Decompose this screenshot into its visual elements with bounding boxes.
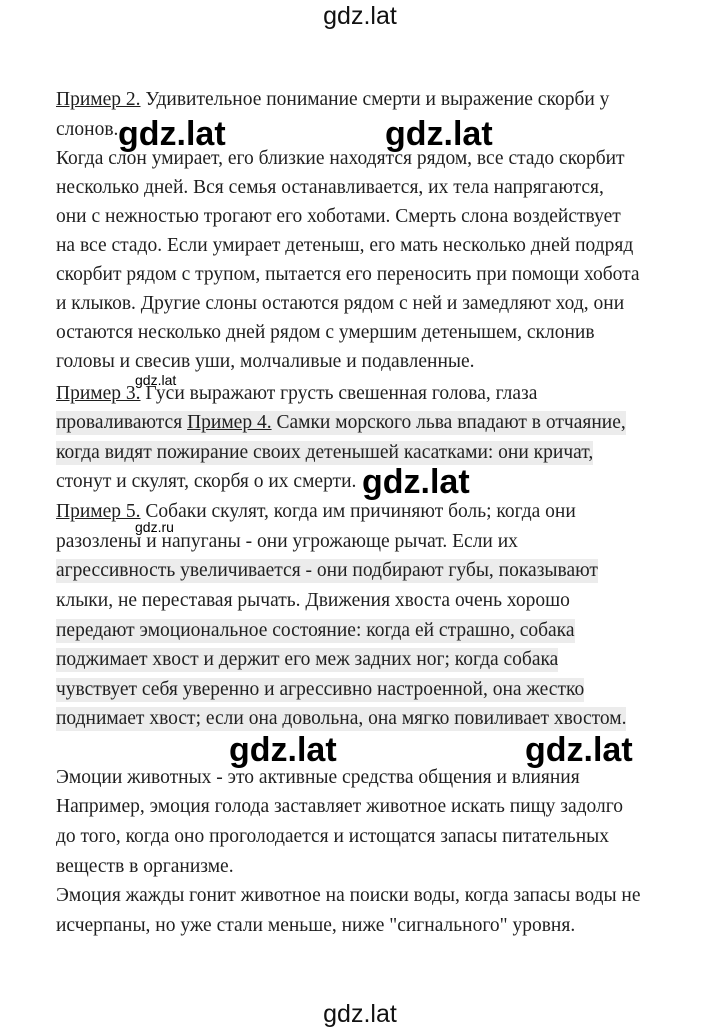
- example4-text: Самки морского льва впадают в отчаяние,: [271, 412, 626, 433]
- watermark-small-lat: gdz.lat: [135, 372, 177, 388]
- site-header: gdz.lat: [323, 2, 397, 30]
- example3-text: Гуси выражают грусть свешенная голова, глаза: [140, 383, 538, 404]
- watermark-big-3: gdz.lat: [362, 463, 470, 501]
- conclusion-line-5: Эмоция жажды гонит животное на поиски воды, когда запасы воды не: [56, 885, 641, 906]
- example2-title-rest: Удивительное понимание смерти и выражение скорби у: [140, 89, 610, 110]
- watermark-big-2: gdz.lat: [385, 115, 493, 153]
- example3-text2: проваливаются: [56, 412, 188, 433]
- example5-line-1: разозлены и напуганы - они угрожающе рычат. Если их: [56, 531, 518, 552]
- example5-line-5: поджимает хвост и держит его меж задних ног; когда собака: [56, 649, 559, 670]
- conclusion-line-3: до того, когда оно проголодается и истощатся запасы питательных: [56, 826, 609, 847]
- example5-line-7: поднимает хвост; если она довольна, она мягко повиливает хвостом.: [56, 708, 627, 729]
- conclusion-line-2: Например, эмоция голода заставляет животное искать пищу задолго: [56, 796, 624, 817]
- example3-4-line: [56, 411, 626, 435]
- example5-label: Пример 5.: [56, 501, 141, 522]
- site-footer: gdz.lat: [323, 1000, 397, 1028]
- example3-line: [56, 382, 537, 406]
- example2-line-8: головы и свесив уши, молчаливые и подавленные.: [56, 351, 475, 372]
- example5-line-2: агрессивность увеличивается - они подбирают губы, показывают: [56, 560, 598, 581]
- example2-line-5: скорбит рядом с трупом, пытается его переносить при помощи хобота: [56, 264, 640, 285]
- conclusion-line-1: Эмоции животных - это активные средства общения и влияния: [56, 767, 580, 788]
- example5-text: Собаки скулят, когда им причиняют боль; когда они: [140, 501, 576, 522]
- example2-line-1: Когда слон умирает, его близкие находятся рядом, все стадо скорбит: [56, 148, 625, 169]
- watermark-small-ru: gdz.ru: [135, 519, 174, 535]
- watermark-big-1: gdz.lat: [118, 115, 226, 153]
- example4-line-2: стонут и скулят, скорбя о их смерти.: [56, 471, 357, 492]
- example5-line-4: передают эмоциональное состояние: когда ей страшно, собака: [56, 620, 575, 641]
- conclusion-line-6: исчерпаны, но уже стали меньше, ниже "сигнального" уровня.: [56, 915, 576, 936]
- example5-line-6: чувствует себя уверенно и агрессивно настроенной, она жестко: [56, 679, 585, 700]
- example2-line-2: несколько дней. Вся семья останавливается, их тела напрягаются,: [56, 177, 604, 198]
- example2-label: Пример 2.: [56, 89, 141, 110]
- example5-line-3: клыки, не переставая рычать. Движения хвоста очень хорошо: [56, 590, 570, 611]
- example2-line-4: на все стадо. Если умирает детеныш, его мать несколько дней подряд: [56, 235, 634, 256]
- example4-line-1: когда видят пожирание своих детенышей касатками: они кричат,: [56, 442, 594, 463]
- example2-title-end: слонов.: [56, 119, 119, 140]
- conclusion-line-4: веществ в организме.: [56, 856, 234, 877]
- example2-line-7: остаются несколько дней рядом с умершим детенышем, склонив: [56, 322, 595, 343]
- example2-title-line: [56, 88, 609, 112]
- watermark-big-4: gdz.lat: [229, 731, 337, 769]
- example3-label: Пример 3.: [56, 383, 141, 404]
- example2-line-6: и клыков. Другие слоны остаются рядом с ней и замедляют ход, они: [56, 293, 625, 314]
- example5-line: [56, 500, 576, 524]
- example2-line-3: они с нежностью трогают его хоботами. Смерть слона воздействует: [56, 206, 621, 227]
- watermark-big-5: gdz.lat: [525, 731, 633, 769]
- example4-label: Пример 4.: [187, 412, 272, 433]
